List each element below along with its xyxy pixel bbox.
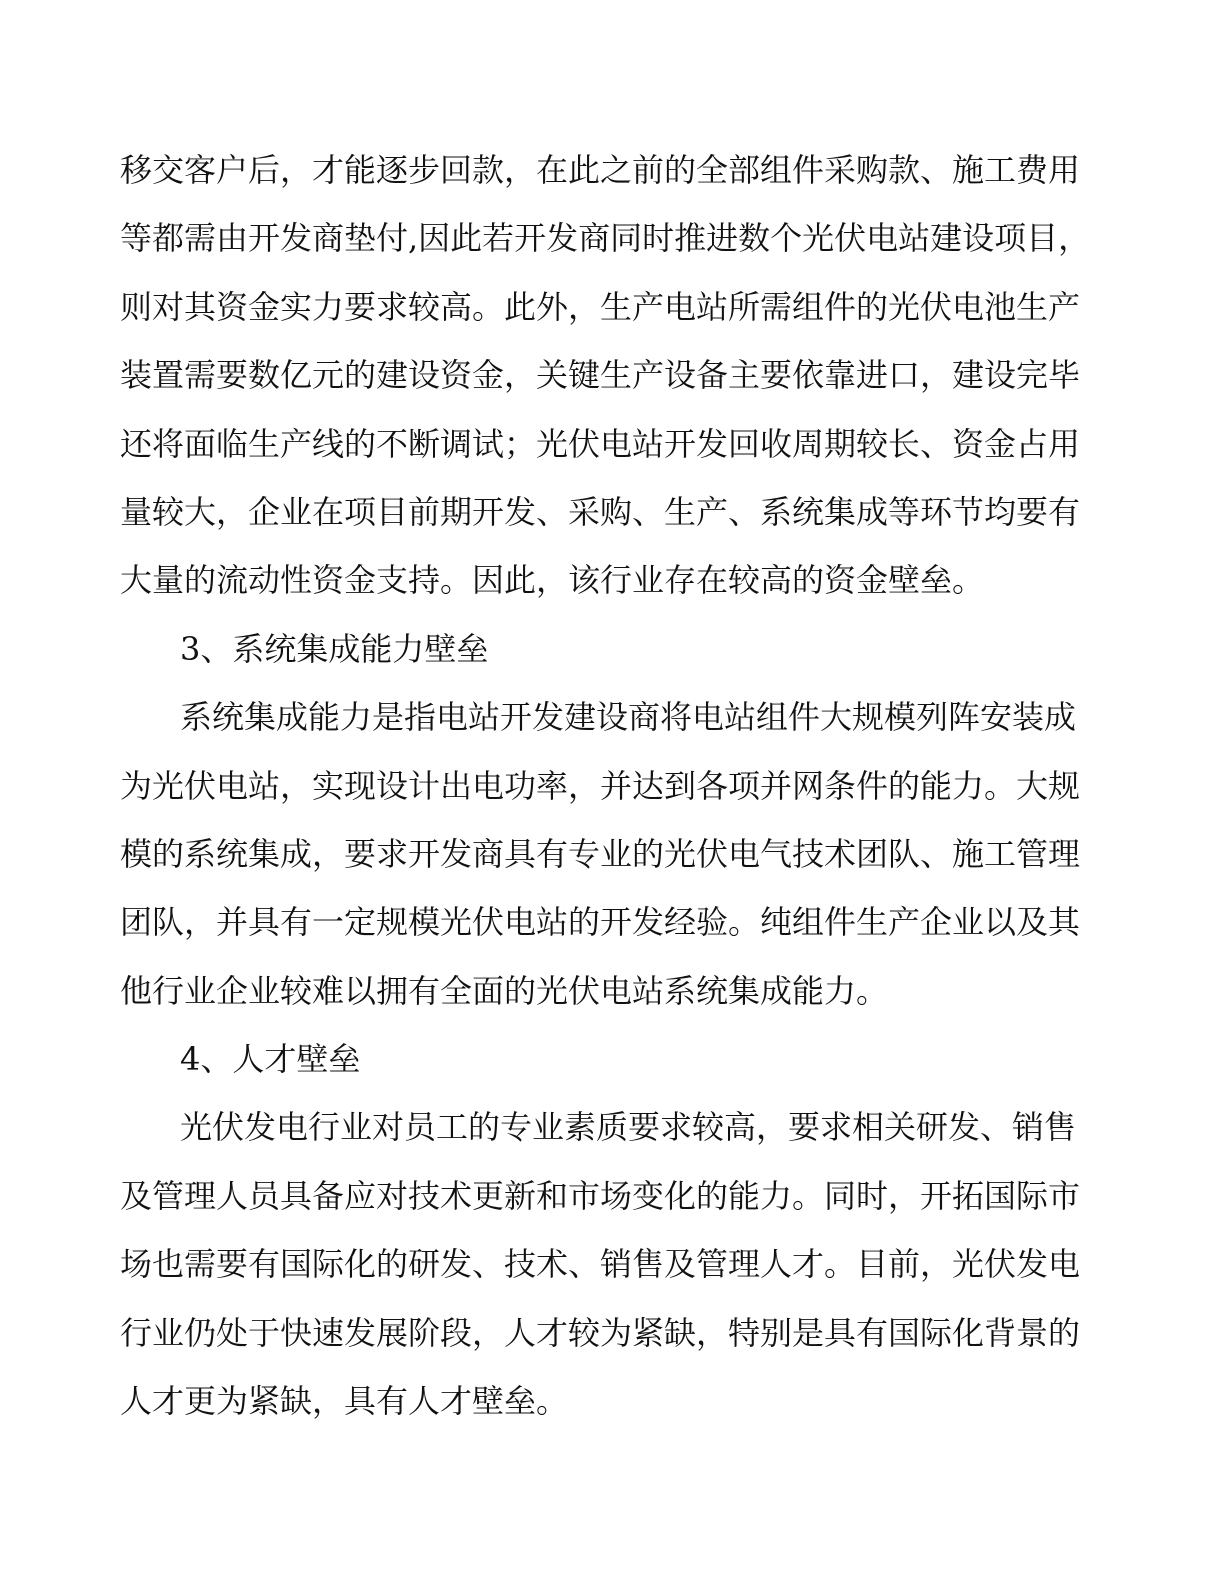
text-line: 及管理人员具备应对技术更新和市场变化的能力。同时，开拓国际市 — [120, 1176, 1081, 1215]
section-heading-talent: 4、人才壁垒 — [180, 1040, 361, 1079]
text-line: 场也需要有国际化的研发、技术、销售及管理人才。目前，光伏发电 — [120, 1245, 1081, 1284]
text-line: 大量的流动性资金支持。因此，该行业存在较高的资金壁垒。 — [120, 561, 985, 600]
text-line: 为光伏电站，实现设计出电功率，并达到各项并网条件的能力。大规 — [120, 766, 1081, 805]
text-line: 行业仍处于快速发展阶段，人才较为紧缺，特别是具有国际化背景的 — [120, 1313, 1081, 1352]
text-line: 模的系统集成，要求开发商具有专业的光伏电气技术团队、施工管理 — [120, 834, 1081, 873]
paragraph-capital-barrier — [120, 136, 1091, 615]
text-line: 光伏发电行业对员工的专业素质要求较高，要求相关研发、销售 — [180, 1108, 1077, 1147]
text-line: 等都需由开发商垫付,因此若开发商同时推进数个光伏电站建设项目， — [120, 219, 1091, 258]
text-line: 量较大，企业在项目前期开发、采购、生产、系统集成等环节均要有 — [120, 492, 1081, 531]
text-line: 还将面临生产线的不断调试；光伏电站开发回收周期较长、资金占用 — [120, 424, 1081, 463]
paragraph-system-integration — [120, 683, 1081, 1025]
paragraph-talent — [120, 1093, 1081, 1435]
text-line: 则对其资金实力要求较高。此外，生产电站所需组件的光伏电池生产 — [120, 287, 1081, 326]
text-line: 团队，并具有一定规模光伏电站的开发经验。纯组件生产企业以及其 — [120, 903, 1081, 942]
text-line: 他行业企业较难以拥有全面的光伏电站系统集成能力。 — [120, 971, 889, 1010]
text-line: 系统集成能力是指电站开发建设商将电站组件大规模列阵安装成 — [180, 698, 1077, 737]
text-line: 人才更为紧缺，具有人才壁垒。 — [120, 1382, 569, 1421]
section-heading-system-integration: 3、系统集成能力壁垒 — [180, 629, 489, 668]
text-line: 移交客户后，才能逐步回款，在此之前的全部组件采购款、施工费用 — [120, 151, 1081, 189]
text-line: 装置需要数亿元的建设资金，关键生产设备主要依靠进口，建设完毕 — [120, 356, 1081, 395]
document-page — [120, 136, 1091, 1435]
